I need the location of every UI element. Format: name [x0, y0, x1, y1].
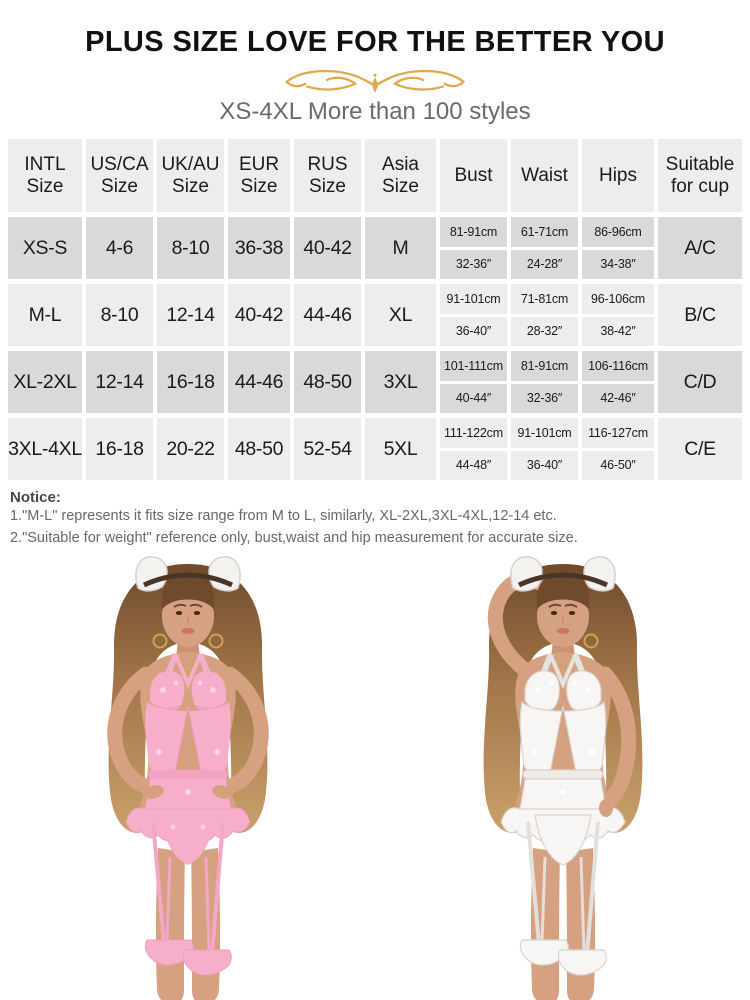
cat-ear-right-icon — [583, 556, 614, 590]
table-cell-intl: 3XL-4XL — [8, 418, 82, 480]
table-cell-bust — [440, 418, 507, 480]
table-cell-ukau: 20-22 — [157, 418, 224, 480]
bust-inch-value: 40-44″ — [440, 384, 507, 414]
white-teddy-model-illustration — [388, 552, 738, 1000]
table-cell-asia: M — [365, 217, 436, 279]
product-photo-pink — [0, 552, 375, 1000]
col-header-hips: Hips — [582, 139, 654, 212]
table-cell-intl: XL-2XL — [8, 351, 82, 413]
col-header-rus-size: RUS Size — [294, 139, 361, 212]
waist-inch-value: 32-36″ — [511, 384, 578, 414]
table-cell-eur: 36-38 — [228, 217, 290, 279]
col-header-waist: Waist — [511, 139, 578, 212]
gold-flourish-icon — [280, 64, 470, 96]
table-cell-cup: B/C — [658, 284, 742, 346]
bust-inch-value: 44-48″ — [440, 451, 507, 481]
col-header-ukau-size: UK/AU Size — [157, 139, 224, 212]
table-cell-eur: 48-50 — [228, 418, 290, 480]
page-subtitle: XS-4XL More than 100 styles — [219, 98, 531, 125]
bust-cm-value: 101-111cm — [440, 351, 507, 381]
hand-down — [599, 799, 613, 817]
bust-inch-value: 36-40″ — [440, 317, 507, 347]
table-cell-asia: 5XL — [365, 418, 436, 480]
waist-inch-value: 36-40″ — [511, 451, 578, 481]
hips-cm-value: 96-106cm — [582, 284, 654, 314]
table-cell-cup: C/D — [658, 351, 742, 413]
bust-cm-value: 111-122cm — [440, 418, 507, 448]
cat-ear-right-icon — [208, 556, 239, 590]
hips-cm-value: 106-116cm — [582, 351, 654, 381]
table-cell-usca: 4-6 — [86, 217, 153, 279]
col-header-usca-size: US/CA Size — [86, 139, 153, 212]
table-cell-ukau: 16-18 — [157, 351, 224, 413]
product-photo-white — [375, 552, 750, 1000]
table-cell-hips — [582, 217, 654, 279]
table-cell-rus: 44-46 — [294, 284, 361, 346]
hips-inch-value: 34-38″ — [582, 250, 654, 280]
table-cell-cup: C/E — [658, 418, 742, 480]
waist-cm-value: 71-81cm — [511, 284, 578, 314]
table-cell-usca: 16-18 — [86, 418, 153, 480]
table-cell-hips — [582, 418, 654, 480]
table-cell-ukau: 12-14 — [157, 284, 224, 346]
pink-teddy-model-illustration — [13, 552, 363, 1000]
table-cell-waist — [511, 351, 578, 413]
waist-inch-value: 24-28″ — [511, 250, 578, 280]
bust-cm-value: 91-101cm — [440, 284, 507, 314]
table-cell-asia: XL — [365, 284, 436, 346]
notice-heading: Notice: — [10, 489, 61, 506]
table-cell-waist — [511, 284, 578, 346]
table-cell-intl: XS-S — [8, 217, 82, 279]
table-cell-hips — [582, 284, 654, 346]
col-header-eur-size: EUR Size — [228, 139, 290, 212]
table-cell-cup: A/C — [658, 217, 742, 279]
page-title: PLUS SIZE LOVE FOR THE BETTER YOU — [85, 26, 665, 58]
table-cell-rus: 40-42 — [294, 217, 361, 279]
waist-cm-value: 81-91cm — [511, 351, 578, 381]
hips-inch-value: 46-50″ — [582, 451, 654, 481]
table-cell-eur: 44-46 — [228, 351, 290, 413]
thigh-ruffle — [558, 950, 606, 975]
table-cell-asia: 3XL — [365, 351, 436, 413]
col-header-asia-size: Asia Size — [365, 139, 436, 212]
table-cell-bust — [440, 351, 507, 413]
cat-ear-left-icon — [510, 556, 541, 590]
waist-cm-value: 61-71cm — [511, 217, 578, 247]
col-header-bust: Bust — [440, 139, 507, 212]
table-cell-eur: 40-42 — [228, 284, 290, 346]
table-cell-bust — [440, 217, 507, 279]
notice-section — [10, 489, 740, 550]
notice-line-1: 1."M-L" represents it fits size range from M to L, similarly, XL-2XL,3XL-4XL,12-14 etc. — [10, 508, 557, 524]
hips-inch-value: 42-46″ — [582, 384, 654, 414]
waist-inch-value: 28-32″ — [511, 317, 578, 347]
thigh-ruffle — [183, 950, 231, 975]
hips-inch-value: 38-42″ — [582, 317, 654, 347]
bust-inch-value: 32-36″ — [440, 250, 507, 280]
table-cell-bust — [440, 284, 507, 346]
table-cell-intl: M-L — [8, 284, 82, 346]
table-cell-ukau: 8-10 — [157, 217, 224, 279]
table-cell-rus: 48-50 — [294, 351, 361, 413]
product-photos-row — [0, 552, 750, 1000]
col-header-intl-size: INTL Size — [8, 139, 82, 212]
table-cell-rus: 52-54 — [294, 418, 361, 480]
table-cell-waist — [511, 217, 578, 279]
table-cell-hips — [582, 351, 654, 413]
notice-line-2: 2."Suitable for weight" reference only, bust,waist and hip measurement for accurate size. — [10, 529, 578, 546]
hips-cm-value: 116-127cm — [582, 418, 654, 448]
waist-cm-value: 91-101cm — [511, 418, 578, 448]
hips-cm-value: 86-96cm — [582, 217, 654, 247]
table-cell-usca: 12-14 — [86, 351, 153, 413]
col-header-cup: Suitable for cup — [658, 139, 742, 212]
table-cell-waist — [511, 418, 578, 480]
cat-ear-left-icon — [135, 556, 166, 590]
size-chart-table — [8, 139, 742, 480]
table-cell-usca: 8-10 — [86, 284, 153, 346]
bust-cm-value: 81-91cm — [440, 217, 507, 247]
